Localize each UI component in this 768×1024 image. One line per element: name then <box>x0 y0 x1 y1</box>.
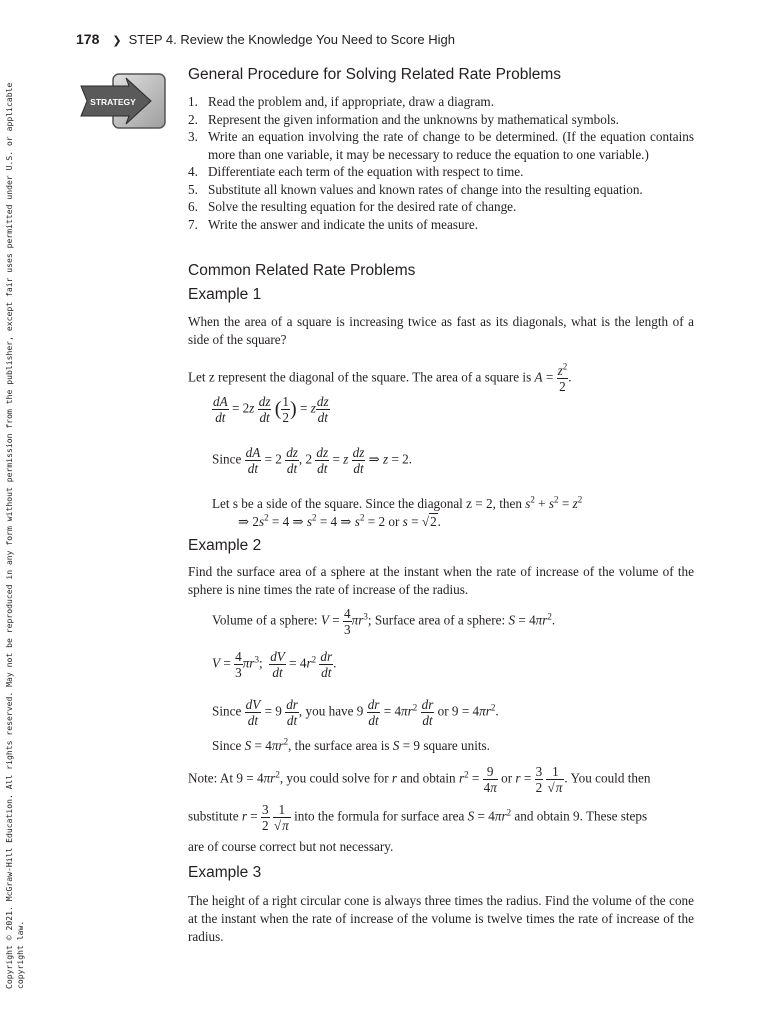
example-2-substitute: substitute r = $\frac{3}{2}$ $\frac{1}{√\pi}$ into the formula for surface area $S = 4\pi r^2$ and obtain 9. These steps <box>188 802 648 834</box>
example-2-since: Since $\frac{dV}{dt}$ = 9 $\frac{dr}{dt}$ , you have 9 $\frac{dr}{dt}$ = $4\pi r^2$ $\frac{dr}{dt}$ or $9 = 4\pi r^2$. <box>212 697 499 729</box>
heading-common-problems: Common Related Rate Problems <box>188 262 416 279</box>
heading-general-procedure: General Procedure for Solving Related Rate Problems <box>188 66 562 83</box>
list-item: 7. Write the answer and indicate the units of measure. <box>188 216 479 232</box>
example-1-equation-since: Since $\frac{dA}{dt}$ = 2 $\frac{dz}{dt}$ , 2 $\frac{dz}{dt}$ = z $\frac{dz}{dt}$ ⇒ z = 2. <box>212 445 413 477</box>
copyright-notice: Copyright © 2021. McGraw-Hill Education. All rights reserved. May not be reproduced in any form without permission from the publisher, except fair uses permitted under U.S. or applicable copyright law. <box>4 82 25 989</box>
example-2-heading: Example 2 <box>188 537 262 554</box>
example-1-question: When the area of a square is increasing twice as fast as its diagonals, what is the length of a side of the square? <box>188 314 694 347</box>
steps-list <box>188 93 694 233</box>
example-3-heading: Example 3 <box>188 864 262 881</box>
example-1-let-z: Let z represent the diagonal of the square. The area of a square is A = $\frac{z^2}{2}$ . <box>188 361 572 395</box>
list-item: 5. Substitute all known values and known rates of change into the resulting equation. <box>188 181 643 197</box>
page-header <box>76 31 455 47</box>
strategy-icon <box>79 72 169 130</box>
list-item: 3. Write an equation involving the rate of change to be determined. (If the equation contains more than one variable, it may be necessary to reduce the equation to one variable.) <box>188 129 694 162</box>
example-2-derivative: V = $\frac{4}{3}$ $\pi r^3$; $\frac{dV}{dt}$ = $4r^2$ $\frac{dr}{dt}$ . <box>212 649 337 681</box>
example-1-heading: Example 1 <box>188 286 262 303</box>
chevron-right-icon: ❯ <box>112 35 122 47</box>
list-item: 6. Solve the resulting equation for the desired rate of change. <box>188 199 517 214</box>
list-item: 2. Represent the given information and the unknowns by mathematical symbols. <box>188 111 619 127</box>
strategy-label: STRATEGY <box>90 97 136 107</box>
example-2-conclusion: are of course correct but not necessary. <box>188 839 394 854</box>
example-2-surface-result: Since $S = 4\pi r^2$, the surface area is S = 9 square units. <box>212 736 490 753</box>
list-item: 4. Differentiate each term of the equation with respect to time. <box>188 164 524 179</box>
example-1-let-s: Let s be a side of the square. Since the diagonal z = 2, then $s^2 + s^2 = z^2$ <box>212 494 583 511</box>
example-2-formulas: Volume of a sphere: V = $\frac{4}{3}$ $\pi r^3$; Surface area of a sphere: $S = 4\pi r^2$. <box>212 606 556 638</box>
example-1-equation-derivative: $\frac{dA}{dt}$ = 2z $\frac{dz}{dt}$ ( $\frac{1}{2}$ ) = z $\frac{dz}{dt}$ <box>213 394 329 426</box>
example-2-question: Find the surface area of a sphere at the instant when the rate of increase of the volume of the sphere is nine times the rate of increase of the radius. <box>188 564 694 597</box>
example-1-solution-chain: ⇒ $2s^2 = 4$ ⇒ $s^2 = 4$ ⇒ $s^2 = 2$ or s = √2. <box>238 512 441 529</box>
example-3-question: The height of a right circular cone is always three times the radius. Find the volume of the cone at the instant when the rate of increase of the volume is twelve times the rate of increase of the radius. <box>188 893 694 944</box>
page-number: 178 <box>76 31 100 47</box>
list-item: 1. Read the problem and, if appropriate, draw a diagram. <box>188 94 494 109</box>
example-2-note: Note: At $9 = 4\pi r^2$, you could solve for r and obtain $r^2$ = $\frac{9}{4\pi}$ or r = $\frac{3}{2}$ $\frac{1}{√\pi}$ . You could then <box>188 764 651 796</box>
running-title: STEP 4. Review the Knowledge You Need to Score High <box>128 32 455 47</box>
